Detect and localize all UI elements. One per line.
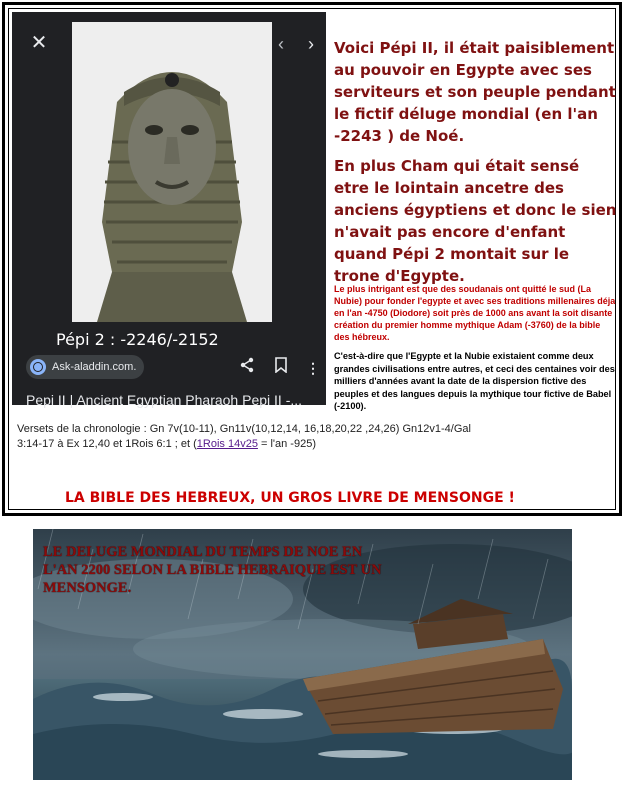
paragraph-soudanais: Le plus intrigant est que des soudanais ont quitté le sud (La Nubie) pour fonder l'egypte et avec ses traditions millenaires déja en l'an -4750 (Diodore) soit près de 1000 ans avant la soit disante création du premier homme mythique Adam (-3760) de la bible des hébreux. bbox=[334, 284, 616, 342]
verses-prefix: Versets de la chronologie : Gn 7v(10-11), Gn11v(10,12,14, 16,18,20,22 ,24,26) Gn12v1-4/Gal 3:14-17 à Ex 12,40 et 1Rois 6:1 ; et ( bbox=[17, 423, 471, 450]
ark-caption: LE DELUGE MONDIAL DU TEMPS DE NOE EN L'AN 2200 SELON LA BIBLE HEBRAIQUE EST UN MENSONGE. bbox=[43, 544, 382, 596]
paragraph-pepi: Voici Pépi II, il était paisiblement au pouvoir en Egypte avec ses serviteurs et son peuple pendant le fictif déluge mondial (en l'an -2243 ) de Noé. bbox=[334, 39, 616, 145]
site-name: Ask-aladdin.com. bbox=[52, 361, 137, 373]
verse-link[interactable]: 1Rois 14v25 bbox=[196, 438, 258, 450]
ark-storm-image bbox=[33, 529, 572, 780]
site-chip[interactable] bbox=[26, 355, 144, 379]
bookmark-icon[interactable] bbox=[270, 357, 292, 379]
chevron-right-icon[interactable]: › bbox=[308, 34, 314, 54]
image-viewer bbox=[12, 12, 326, 408]
verses-suffix: = l'an -925) bbox=[257, 438, 316, 450]
paragraph-cham: En plus Cham qui était sensé etre le lointain ancetre des anciens égyptiens et donc le sien n'avait pas encore d'enfant quand Pépi 2 montait sur le trone d'Egypte. bbox=[334, 157, 617, 285]
verses-chronology bbox=[17, 422, 487, 452]
globe-icon bbox=[30, 359, 46, 375]
source-row bbox=[26, 355, 320, 381]
chevron-left-icon[interactable]: ‹ bbox=[278, 34, 284, 54]
image-title-link[interactable]: Pepi II | Ancient Egyptian Pharaoh Pepi II -... bbox=[26, 392, 303, 408]
more-vert-icon[interactable]: ⋮ bbox=[306, 360, 320, 376]
close-icon[interactable]: ✕ bbox=[30, 32, 48, 54]
share-icon[interactable] bbox=[236, 357, 258, 379]
bible-statement: LA BIBLE DES HEBREUX, UN GROS LIVRE DE MENSONGE ! bbox=[65, 490, 515, 506]
pepi-statue-image[interactable] bbox=[72, 22, 272, 322]
info-panel bbox=[2, 2, 622, 516]
image-caption: Pépi 2 : -2246/-2152 bbox=[56, 330, 219, 349]
paragraph-egypte-nubie: C'est-à-dire que l'Egypte et la Nubie existaient comme deux grandes civilisations entre autres, et ceci des centaines voir des milliers d'années avant la date de la dispersion fictive des peuples et des langues depuis la mythique tour fictive de Babel (-2100). bbox=[334, 351, 615, 411]
main-text-block bbox=[334, 37, 619, 295]
